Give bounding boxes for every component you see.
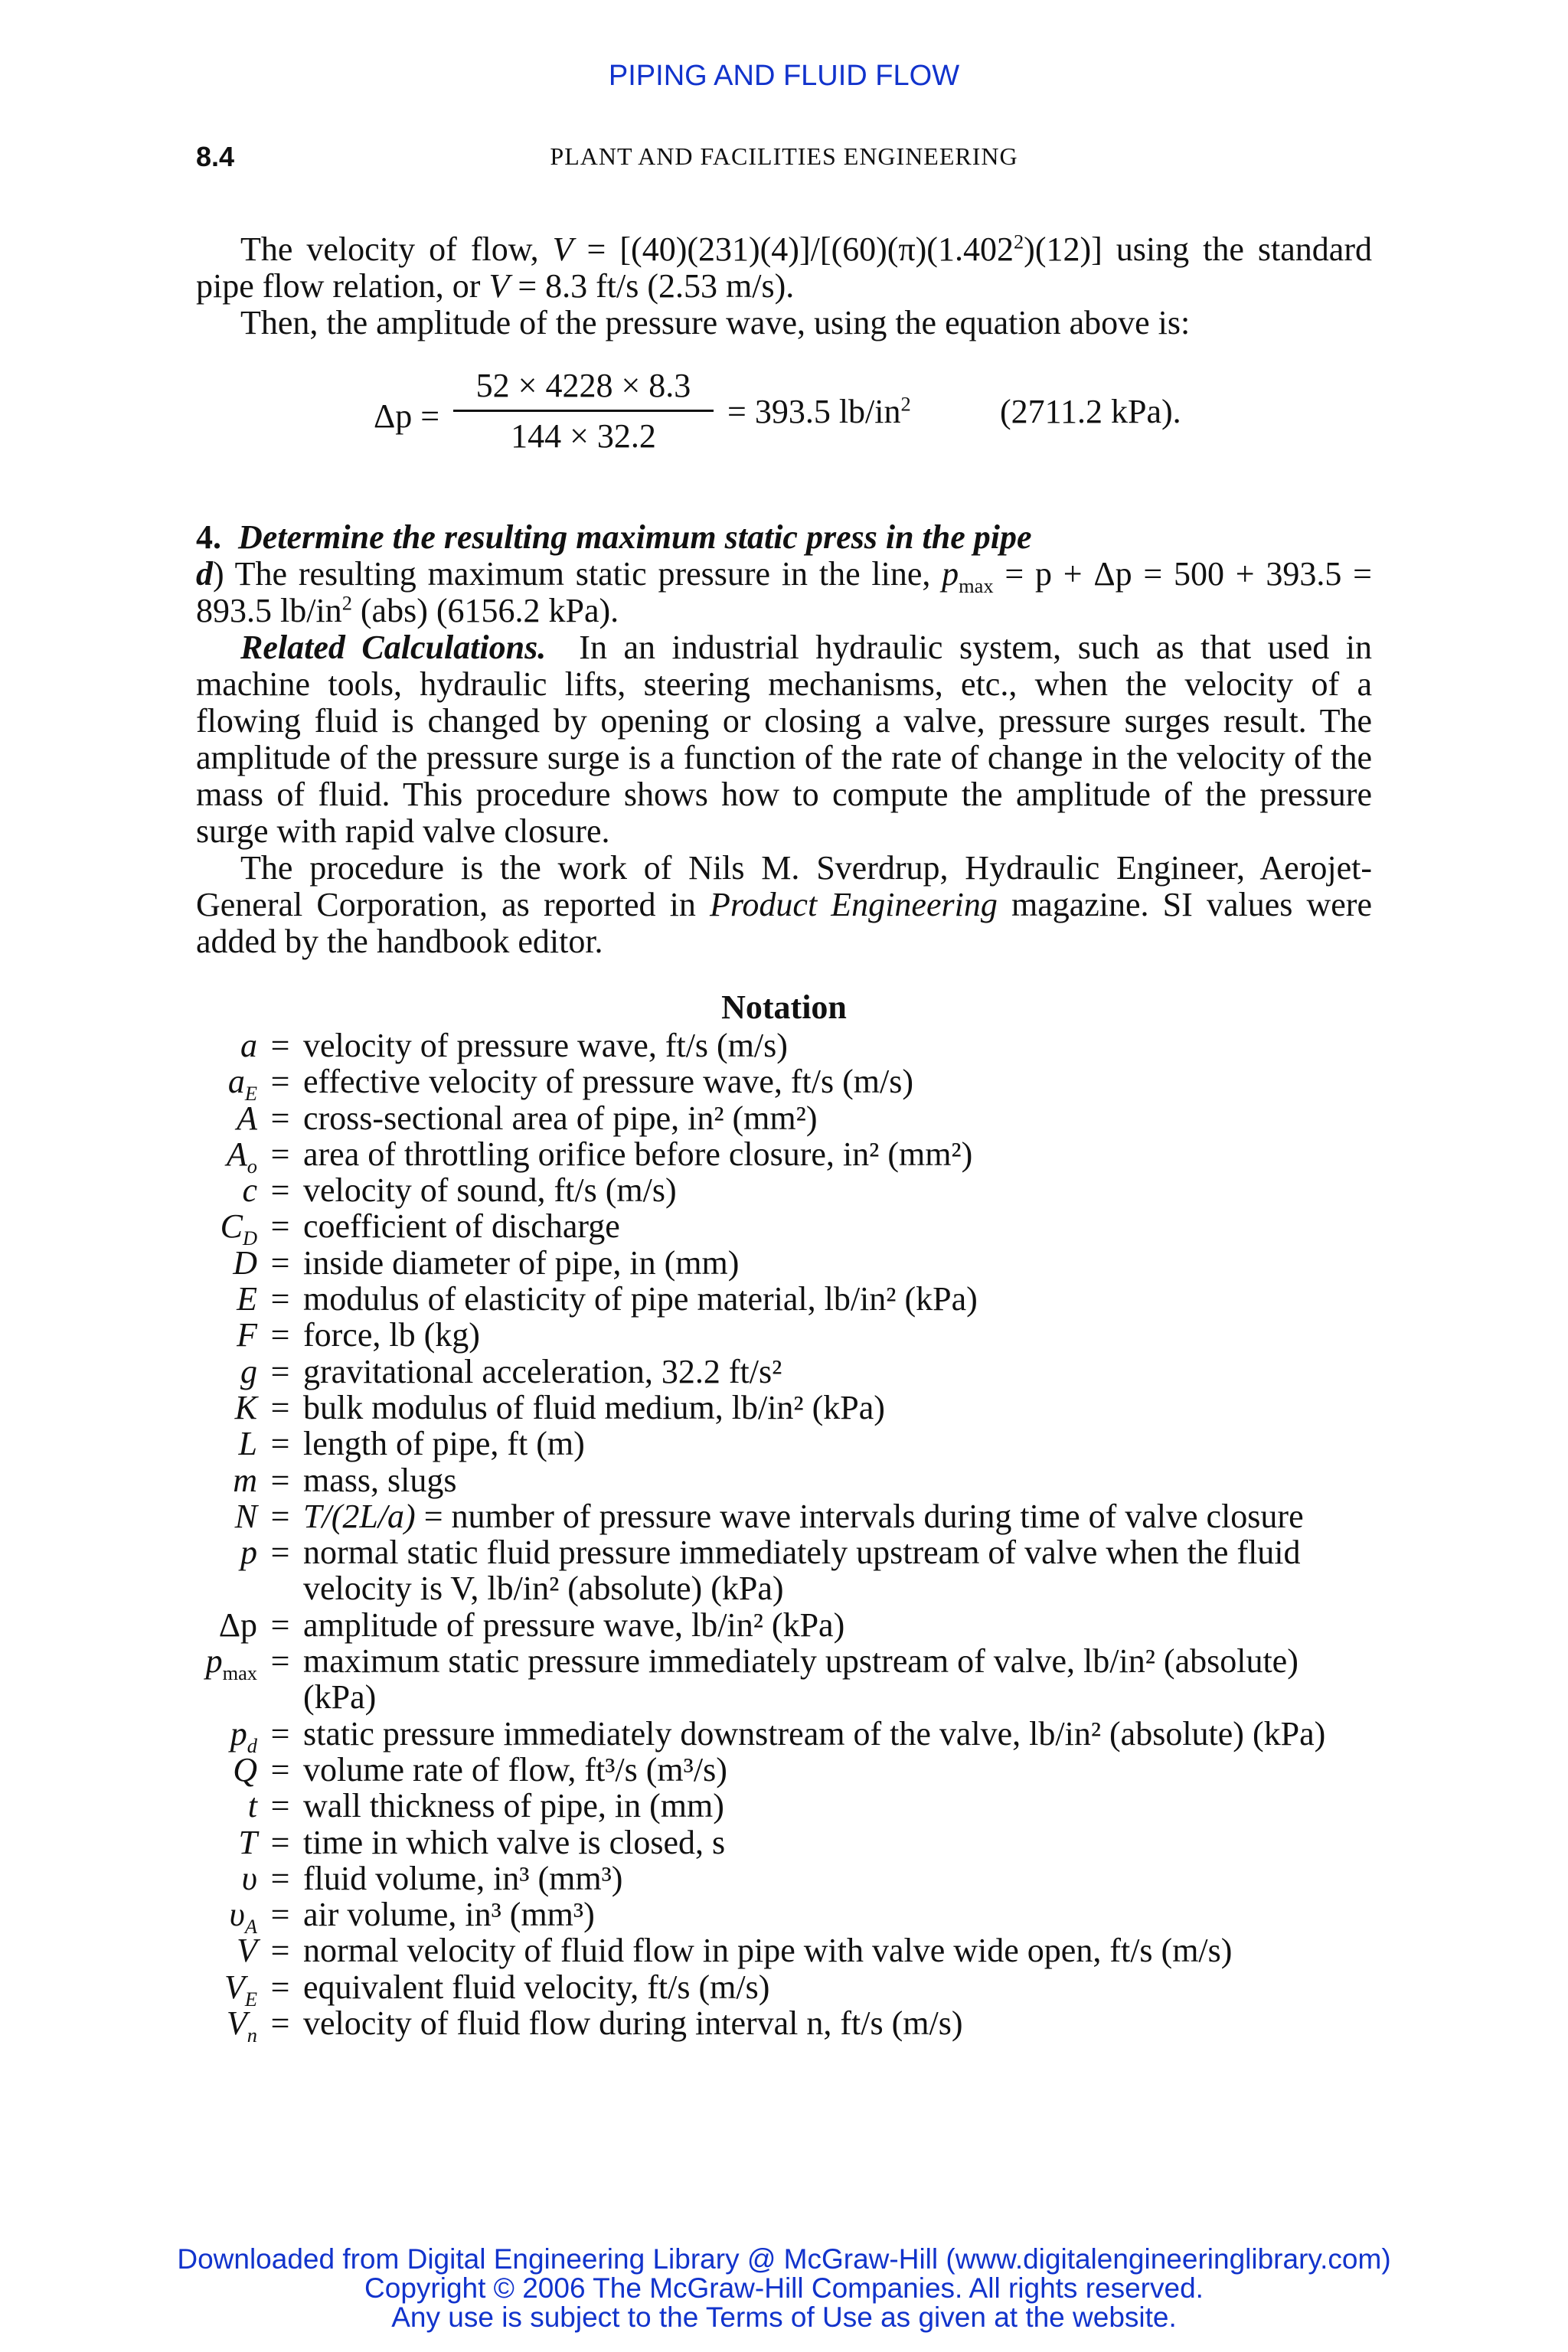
notation-symbol: V [237,1932,257,1970]
notation-equals: = [270,1606,290,1644]
notation-equals: = [270,1243,290,1282]
notation-row [0,1354,1568,1390]
notation-description: length of pipe, ft (m) [303,1425,585,1463]
notation-symbol: p [240,1534,257,1572]
notation-row [0,1063,1568,1106]
notation-symbol: F [237,1316,257,1354]
procedure-paragraph: The procedure is the work of Nils M. Sverdrup, Hydraulic Engineer, Aerojet-General Corporation, as reported in Product Engineering magazine. SI values were added by the handbook editor. [196,849,1372,960]
notation-equals: = [270,1823,290,1861]
step-heading: 4. Determine the resulting maximum static press in the pipe [196,518,1032,556]
notation-symbol: $a_E$ [227,1063,257,1106]
page-number: 8.4 [196,141,235,172]
notation-description: bulk modulus of fluid medium, lb/in² (kPa) [303,1388,885,1426]
then-sentence: Then, the amplitude of the pressure wave, using the equation above is: [240,304,1191,341]
notation-symbol: N [234,1497,257,1535]
intro-paragraph [196,231,1372,341]
book-title: PLANT AND FACILITIES ENGINEERING [550,142,1018,170]
notation-description: inside diameter of pipe, in (mm) [303,1243,740,1282]
notation-title: Notation [721,988,847,1026]
equation-denominator: 144 × 32.2 [511,417,656,455]
notation-row [0,1207,1568,1250]
notation-row [0,1896,1568,1938]
notation-row [0,1788,1568,1824]
notation-symbol: E [237,1280,257,1318]
notation-description: area of throttling orifice before closure, in² (mm²) [303,1135,973,1173]
result-section [196,556,1372,960]
notation-row [0,1752,1568,1788]
notation-equals: = [270,1063,290,1101]
running-head: PIPING AND FLUID FLOW [608,60,960,92]
notation-description: normal velocity of fluid flow in pipe with valve wide open, ft/s (m/s) [303,1932,1233,1970]
notation-description: fluid volume, in³ (mm³) [303,1859,623,1897]
notation-symbol: t [247,1787,257,1825]
notation-row [0,1643,1568,1716]
notation-description: coefficient of discharge [303,1207,620,1246]
notation-equals: = [270,1896,290,1934]
notation-equals: = [270,1932,290,1970]
notation-row [0,1426,1568,1462]
notation-equals: = [270,1207,290,1246]
notation-equals: = [270,1497,290,1535]
notation-description: cross-sectional area of pipe, in² (mm²) [303,1099,818,1137]
footer [0,2245,1568,2332]
notation-description: gravitational acceleration, 32.2 ft/s² [303,1352,782,1390]
notation-list [0,1027,1568,2047]
pressure-wave-equation [0,366,1568,473]
notation-row [0,1245,1568,1281]
notation-description: equivalent fluid velocity, ft/s (m/s) [303,1968,770,2006]
notation-symbol: D [233,1243,257,1282]
notation-equals: = [270,1352,290,1390]
notation-equals: = [270,1461,290,1499]
notation-equals: = [270,1171,290,1210]
notation-description: volume rate of flow, ft³/s (m³/s) [303,1750,727,1788]
notation-row [0,1534,1568,1607]
notation-symbol: m [233,1461,257,1499]
equation-lhs: Δp = [374,397,440,435]
notation-equals: = [270,1642,290,1681]
notation-description: static pressure immediately downstream of the valve, lb/in² (absolute) (kPa) [303,1714,1326,1753]
notation-row [0,1172,1568,1208]
notation-row [0,1932,1568,1968]
related-calculations-paragraph: Related Calculations. In an industrial hydraulic system, such as that used in machine tools, hydraulic lifts, steering mechanisms, etc., when the velocity of a flowing fluid is changed by opening or closing a valve, pressure surges result. The amplitude of the pressure surge is a function of the rate of change in the velocity of the mass of fluid. This procedure shows how to compute the amplitude of the pressure surge with rapid valve closure. [196,629,1372,850]
notation-symbol: $V_n$ [226,2004,257,2047]
notation-description: modulus of elasticity of pipe material, lb/in² (kPa) [303,1280,978,1318]
equation-numerator: 52 × 4228 × 8.3 [475,367,691,404]
notation-symbol: $\upsilon_A$ [229,1896,257,1938]
notation-symbol: Δp [218,1606,257,1644]
footer-download-line: Downloaded from Digital Engineering Library @ McGraw-Hill (www.digitalengineeringlibrary.com) [177,2243,1391,2275]
notation-description: maximum static pressure immediately upstream of valve, lb/in² (absolute) (kPa) [303,1642,1298,1717]
notation-row [0,1135,1568,1178]
notation-symbol: K [234,1388,257,1426]
notation-symbol: a [240,1027,257,1064]
equation-si: (2711.2 kPa). [1000,393,1181,430]
notation-symbol: $A_o$ [226,1135,257,1178]
notation-equals: = [270,1280,290,1318]
notation-row [0,1317,1568,1353]
notation-symbol: g [240,1352,257,1390]
notation-equals: = [270,1968,290,2006]
notation-equals: = [270,1714,290,1753]
notation-symbol: T [238,1823,257,1861]
notation-row [0,1860,1568,1896]
notation-row [0,1100,1568,1136]
notation-symbol: υ [241,1859,257,1897]
notation-equals: = [270,1316,290,1354]
notation-symbol: L [238,1425,257,1463]
notation-symbol: Q [233,1750,257,1788]
equation-fraction [453,366,714,456]
notation-symbol: $p_{max}$ [205,1642,257,1684]
notation-description: effective velocity of pressure wave, ft/s (m/s) [303,1063,914,1101]
notation-row [0,1390,1568,1426]
notation-equals: = [270,1534,290,1572]
notation-row [0,1714,1568,1757]
footer-copyright-line: Copyright © 2006 The McGraw-Hill Companies. All rights reserved. [364,2272,1204,2304]
notation-symbol: A [237,1099,257,1137]
notation-equals: = [270,1135,290,1173]
velocity-sentence: The velocity of flow, $V = [(40)(231)(4)]/[(60)(\pi)(1.402^2)(12)]$ using the standard pipe flow relation, or V = 8.3 ft/s (2.53 m/s). [196,230,1372,305]
notation-row [0,2004,1568,2047]
notation-row [0,1027,1568,1063]
notation-row [0,1498,1568,1534]
notation-symbol: $p_d$ [230,1714,257,1757]
notation-row [0,1462,1568,1498]
notation-description: mass, slugs [303,1461,457,1499]
notation-description: velocity of fluid flow during interval n, ft/s (m/s) [303,2004,963,2043]
notation-equals: = [270,1787,290,1825]
notation-description: velocity of pressure wave, ft/s (m/s) [303,1027,788,1064]
notation-symbol: $C_D$ [220,1207,257,1250]
equation-result: = 393.5 $lb/in^2$ [727,392,911,430]
notation-description: time in which valve is closed, s [303,1823,726,1861]
notation-equals: = [270,1388,290,1426]
notation-row [0,1281,1568,1317]
notation-equals: = [270,1099,290,1137]
notation-equals: = [270,1859,290,1897]
notation-equals: = [270,1750,290,1788]
notation-equals: = [270,2004,290,2043]
result-paragraph: d) The resulting maximum static pressure in the line, $p_{max} = p + \Delta p = 500 + 393.5 = 893.5$ $lb/in^2$ (abs) (6156.2 kPa). [196,555,1372,629]
notation-description: wall thickness of pipe, in (mm) [303,1787,724,1825]
notation-symbol: c [242,1171,257,1210]
notation-equals: = [270,1425,290,1463]
notation-row [0,1607,1568,1643]
notation-description: normal static fluid pressure immediately upstream of valve when the fluid velocity is V, lb/in² (absolute) (kPa) [303,1534,1301,1608]
notation-symbol: $V_E$ [224,1968,257,2011]
notation-row [0,1968,1568,2011]
notation-description: air volume, in³ (mm³) [303,1896,595,1934]
notation-row [0,1824,1568,1860]
notation-equals: = [270,1027,290,1064]
notation-description: amplitude of pressure wave, lb/in² (kPa) [303,1606,845,1644]
notation-description: velocity of sound, ft/s (m/s) [303,1171,677,1210]
notation-description: T/(2L/a) = number of pressure wave intervals during time of valve closure [303,1497,1304,1535]
notation-description: force, lb (kg) [303,1316,480,1354]
footer-terms-line: Any use is subject to the Terms of Use as given at the website. [391,2301,1177,2333]
